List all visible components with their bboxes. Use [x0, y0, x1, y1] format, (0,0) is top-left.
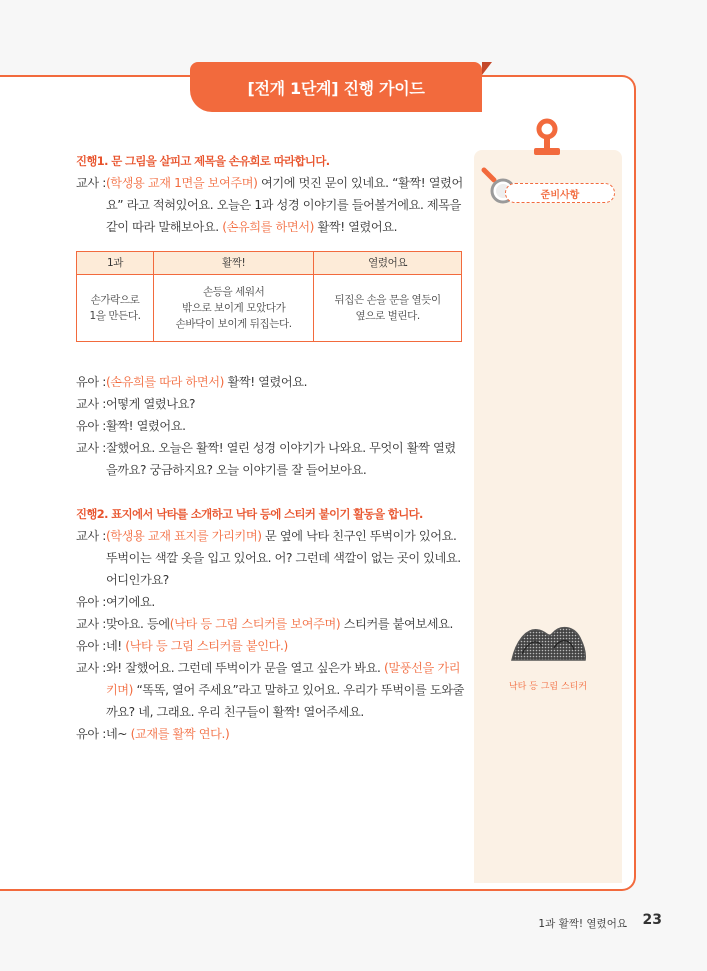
- dialog-text: [106, 437, 466, 481]
- stage-direction: (손유희를 따라 하면서): [105, 375, 224, 389]
- camel-hump-sticker-image: [508, 616, 588, 666]
- speaker-label: 교사 :: [76, 617, 106, 631]
- dialog-text: [106, 613, 466, 635]
- section-title-tab: [190, 62, 482, 112]
- step1-heading: 진행1. 문 그림을 살피고 제목을 손유희로 따라합니다.: [76, 154, 330, 168]
- dialog-text: [106, 657, 466, 723]
- prep-sidebar: [474, 150, 622, 883]
- speaker-label: 교사 :: [76, 529, 106, 543]
- dialog-line: [76, 437, 466, 481]
- dialog-text: [106, 591, 466, 613]
- dialog-line: [76, 613, 466, 635]
- step2-heading: 진행2. 표지에서 낙타를 소개하고 낙타 등에 스티커 붙이기 활동을 합니다.: [76, 507, 423, 521]
- speech-text: 문 옆에 낙타 친구인 뚜벅이가 있어요. 뚜벅이는 색깔 옷을 입고 있어요. 어? 그런데 색깔이 없는 곳이 있네요. 어디인가요?: [105, 529, 461, 587]
- dialog-line: [76, 635, 466, 657]
- page-number: 23: [642, 912, 662, 928]
- speech-text: 활짝! 열렸어요.: [223, 375, 308, 389]
- dialog-line: [76, 172, 466, 238]
- speech-text: 와! 잘했어요. 그런데 뚜벅이가 문을 열고 싶은가 봐요.: [105, 661, 384, 675]
- dialog-line: [76, 415, 466, 437]
- sticker-caption: 낙타 등 그림 스티커: [508, 682, 588, 692]
- speech-text: 활짝! 열렸어요.: [314, 220, 398, 234]
- speech-text: 네~: [105, 727, 131, 741]
- speaker-label: 유아 :: [76, 727, 106, 741]
- speech-text: 스티커를 붙여보세요.: [340, 617, 454, 631]
- dialog-line: [76, 591, 466, 613]
- speech-text: 어떻게 열렸나요?: [105, 397, 196, 411]
- dialog-text: [106, 172, 466, 238]
- stage-direction: (낙타 등 그림 스티커를 보여주며): [169, 617, 341, 631]
- speech-text: 활짝! 열렸어요.: [105, 419, 186, 433]
- table-cell: 손등을 세워서 밖으로 보이게 모았다가 손바닥이 보이게 뒤집는다.: [154, 275, 314, 342]
- dialog-line: [76, 723, 466, 745]
- speaker-label: 유아 :: [76, 595, 106, 609]
- prep-label: 준비사항: [540, 189, 580, 201]
- dialog-text: [106, 525, 466, 591]
- stage-direction: (손유희를 하면서): [222, 220, 314, 234]
- dialog-text: [106, 393, 466, 415]
- stage-direction: (학생용 교재 표지를 가리키며): [105, 529, 262, 543]
- speaker-label: 교사 :: [76, 176, 106, 190]
- step2-dialog: [76, 525, 466, 745]
- step1-dialog: [76, 172, 466, 238]
- gesture-table: [76, 251, 462, 342]
- dialog-text: [106, 371, 466, 393]
- stage-direction: (학생용 교재 1면을 보여주며): [105, 176, 258, 190]
- table-cell: 손가락으로 1을 만든다.: [77, 275, 154, 342]
- dialog-line: [76, 371, 466, 393]
- stage-direction: (말풍선을 가리키며): [105, 661, 461, 697]
- speech-text: 잘했어요. 오늘은 활짝! 열린 성경 이야기가 나와요. 무엇이 활짝 열렸을까요? 궁금하지요? 오늘 이야기를 잘 들어보아요.: [105, 441, 456, 477]
- speaker-label: 교사 :: [76, 397, 106, 411]
- stage-direction: (낙타 등 그림 스티커를 붙인다.): [125, 639, 288, 653]
- speaker-label: 교사 :: [76, 661, 106, 675]
- dialog-text: [106, 415, 466, 437]
- speech-text: 여기에 멋진 문이 있네요. “활짝! 열렸어요” 라고 적혀있어요. 오늘은 1과 성경 이야기를 들어볼거에요. 제목을 같이 따라 말해보아요.: [105, 176, 463, 234]
- table-header: 활짝!: [154, 252, 314, 275]
- speaker-label: 유아 :: [76, 639, 106, 653]
- table-cell: 뒤집은 손을 문을 열듯이 옆으로 벌린다.: [314, 275, 462, 342]
- dialog-text: [106, 635, 466, 657]
- stage-direction: (교재를 활짝 연다.): [130, 727, 230, 741]
- dialog-line: [76, 393, 466, 415]
- footer-lesson-title: 1과 활짝! 열렸어요: [538, 918, 627, 930]
- table-header: 1과: [77, 252, 154, 275]
- speech-text: 네!: [105, 639, 126, 653]
- main-content: [76, 150, 466, 745]
- speech-text: 맞아요. 등에: [105, 617, 170, 631]
- speaker-label: 교사 :: [76, 441, 106, 455]
- dialog1: [76, 371, 466, 481]
- speaker-label: 유아 :: [76, 375, 106, 389]
- dialog-text: [106, 723, 466, 745]
- speech-text: “똑똑, 열어 주세요”라고 말하고 있어요. 우리가 뚜벅이를 도와줄까요? 네, 그래요. 우리 친구들이 활짝! 열어주세요.: [105, 683, 464, 719]
- clip-icon: [532, 118, 562, 162]
- speech-text: 여기에요.: [105, 595, 155, 609]
- dialog-line: [76, 525, 466, 591]
- dialog-line: [76, 657, 466, 723]
- table-header: 열렸어요: [314, 252, 462, 275]
- speaker-label: 유아 :: [76, 419, 106, 433]
- section-title: [전개 1단계] 진행 가이드: [247, 78, 425, 98]
- prep-badge: [505, 183, 615, 203]
